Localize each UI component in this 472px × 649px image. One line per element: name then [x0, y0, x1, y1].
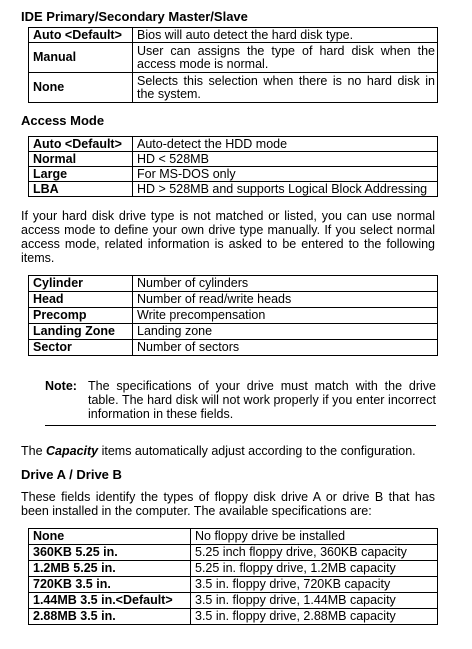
table-row: [29, 324, 438, 340]
table-row: [29, 561, 438, 577]
drive-description: No floppy drive be installed: [191, 529, 438, 545]
option-name: LBA: [29, 182, 133, 197]
table-row: [29, 308, 438, 324]
table-row: [29, 28, 438, 43]
access-mode-table: [28, 136, 438, 197]
table-row: [29, 152, 438, 167]
table-row: [29, 340, 438, 356]
parameter-description: Number of sectors: [133, 340, 438, 356]
parameter-name: Head: [29, 292, 133, 308]
capacity-text-after: items automatically adjust according to the configuration.: [98, 444, 416, 458]
option-description: Selects this selection when there is no hard disk in the system.: [133, 73, 438, 103]
access-mode-heading: Access Mode: [21, 113, 105, 128]
option-name: Auto <Default>: [29, 28, 133, 43]
note-text: The specifications of your drive must match with the drive table. The hard disk will not work properly if you enter incorrect information in these fields.: [88, 379, 436, 421]
parameter-name: Cylinder: [29, 276, 133, 292]
ide-table: [28, 27, 438, 103]
table-row: [29, 292, 438, 308]
drive-type: 1.44MB 3.5 in.<Default>: [29, 593, 191, 609]
capacity-paragraph: [21, 444, 435, 458]
table-row: [29, 545, 438, 561]
parameter-name: Landing Zone: [29, 324, 133, 340]
option-name: Large: [29, 167, 133, 182]
table-row: [29, 182, 438, 197]
table-row: [29, 43, 438, 73]
option-description: Bios will auto detect the hard disk type.: [133, 28, 438, 43]
option-name: Auto <Default>: [29, 137, 133, 152]
drive-description: 5.25 in. floppy drive, 1.2MB capacity: [191, 561, 438, 577]
parameter-name: Sector: [29, 340, 133, 356]
drive-description: 5.25 inch floppy drive, 360KB capacity: [191, 545, 438, 561]
option-description: For MS-DOS only: [133, 167, 438, 182]
table-row: [29, 167, 438, 182]
option-description: User can assigns the type of hard disk when the access mode is normal.: [133, 43, 438, 73]
table-row: [29, 137, 438, 152]
note-box: [45, 379, 436, 426]
drive-type: 720KB 3.5 in.: [29, 577, 191, 593]
drive-description: 3.5 in. floppy drive, 2.88MB capacity: [191, 609, 438, 625]
option-description: HD < 528MB: [133, 152, 438, 167]
ide-heading: IDE Primary/Secondary Master/Slave: [21, 9, 248, 24]
option-name: None: [29, 73, 133, 103]
table-row: [29, 593, 438, 609]
floppy-drive-table: [28, 528, 438, 625]
capacity-text-before: The: [21, 444, 47, 458]
option-name: Normal: [29, 152, 133, 167]
option-description: Auto-detect the HDD mode: [133, 137, 438, 152]
parameter-description: Number of cylinders: [133, 276, 438, 292]
drive-parameters-table: [28, 275, 438, 356]
note-label: Note:: [45, 379, 77, 393]
table-row: [29, 577, 438, 593]
drive-type: None: [29, 529, 191, 545]
table-row: [29, 529, 438, 545]
drive-description: 3.5 in. floppy drive, 720KB capacity: [191, 577, 438, 593]
manual-mode-paragraph: If your hard disk drive type is not matched or listed, you can use normal access mode to define your own drive type manually. If you select normal access mode, related information is asked to be entered to the following items.: [21, 209, 435, 265]
parameter-description: Write precompensation: [133, 308, 438, 324]
parameter-name: Precomp: [29, 308, 133, 324]
drive-paragraph: These fields identify the types of floppy disk drive A or drive B that has been installed in the computer. The available specifications are:: [21, 490, 435, 518]
table-row: [29, 609, 438, 625]
drive-description: 3.5 in. floppy drive, 1.44MB capacity: [191, 593, 438, 609]
parameter-description: Landing zone: [133, 324, 438, 340]
table-row: [29, 276, 438, 292]
drive-type: 1.2MB 5.25 in.: [29, 561, 191, 577]
option-description: HD > 528MB and supports Logical Block Addressing: [133, 182, 438, 197]
capacity-term: Capacity: [46, 444, 99, 458]
option-name: Manual: [29, 43, 133, 73]
table-row: [29, 73, 438, 103]
drive-type: 2.88MB 3.5 in.: [29, 609, 191, 625]
drive-type: 360KB 5.25 in.: [29, 545, 191, 561]
parameter-description: Number of read/write heads: [133, 292, 438, 308]
drive-heading: Drive A / Drive B: [21, 467, 122, 482]
